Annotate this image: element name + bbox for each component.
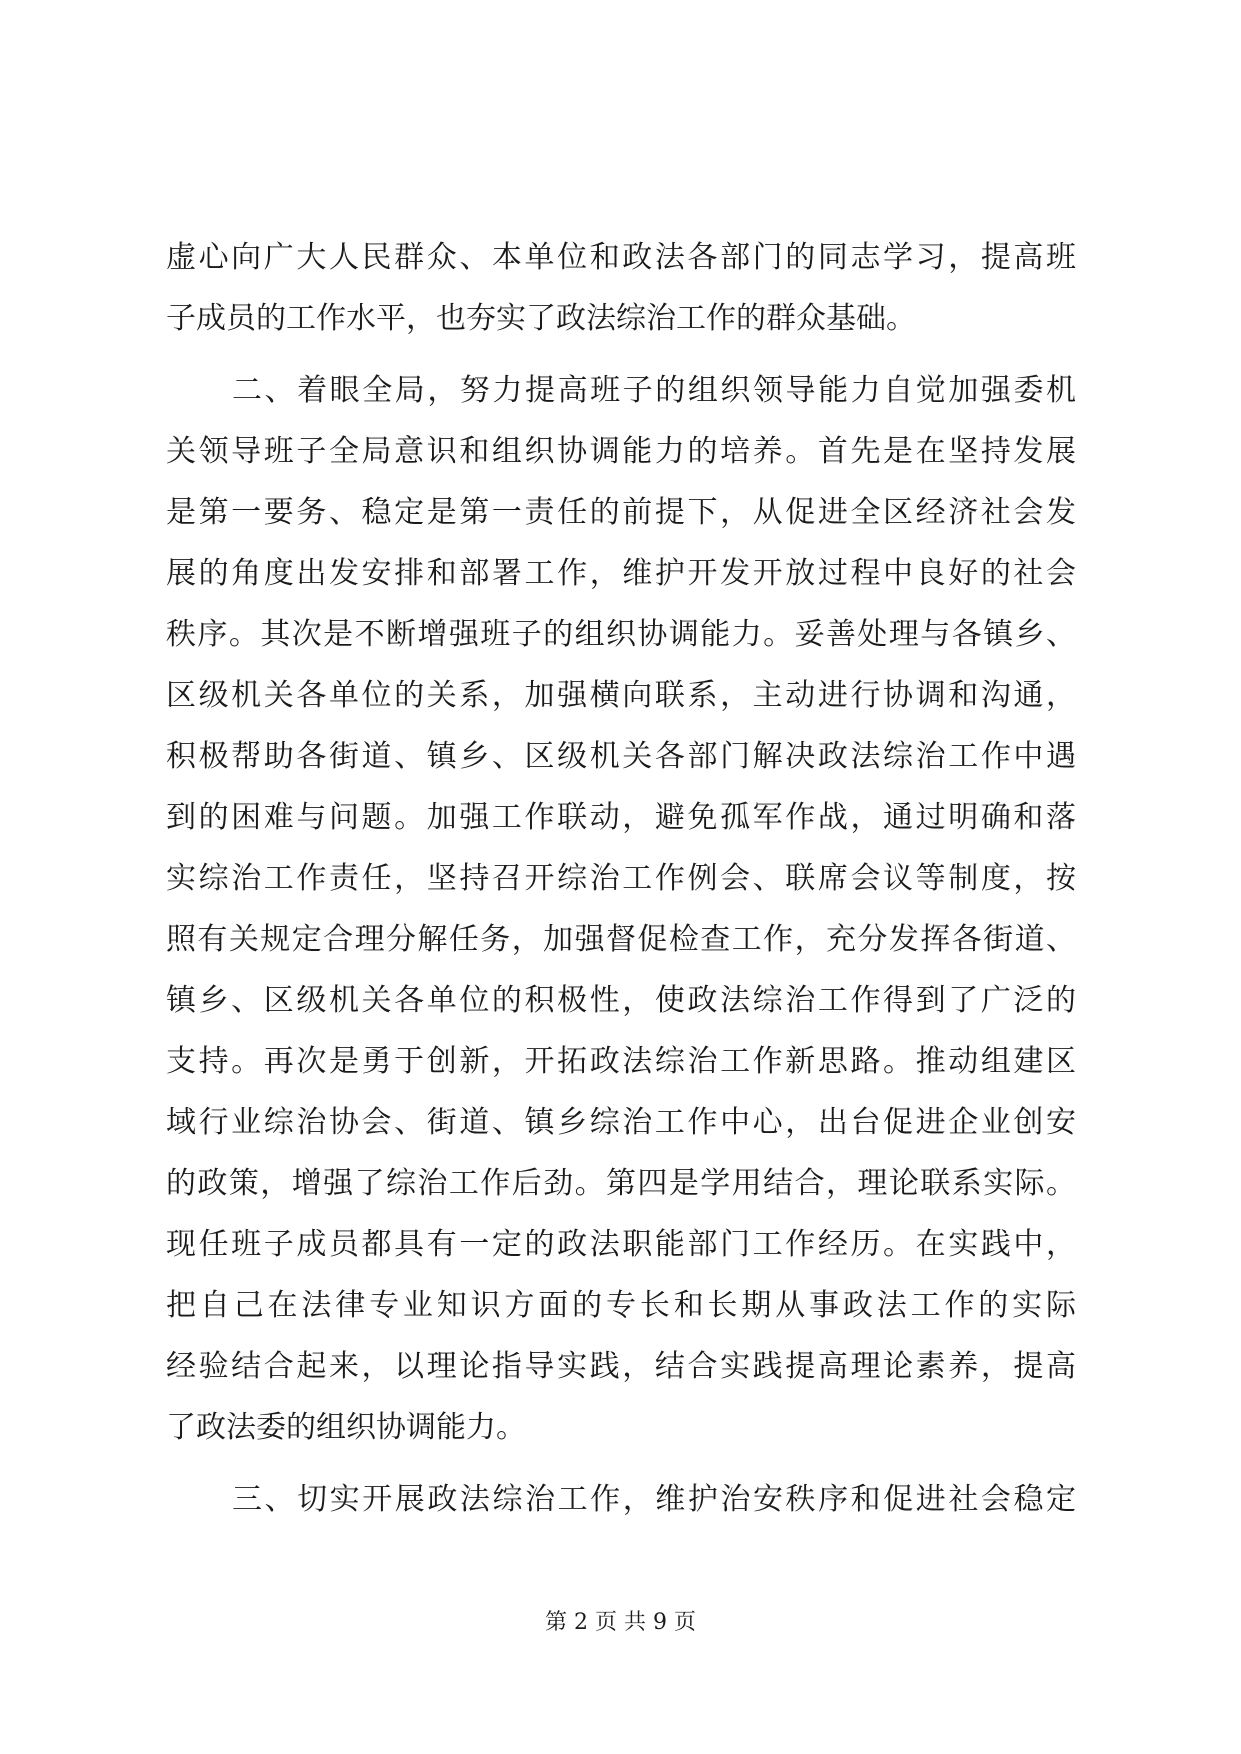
text-line: 展的角度出发安排和部署工作，维护开发开放过程中良好的社会 <box>166 556 1076 591</box>
text-line: 积极帮助各街道、镇乡、区级机关各部门解决政法综治工作中遇 <box>166 739 1076 774</box>
text-line: 现任班子成员都具有一定的政法职能部门工作经历。在实践中， <box>166 1227 1076 1262</box>
text-line: 是第一要务、稳定是第一责任的前提下，从促进全区经济社会发 <box>166 495 1076 530</box>
text-line: 区级机关各单位的关系，加强横向联系，主动进行协调和沟通， <box>166 678 1076 713</box>
text-line: 镇乡、区级机关各单位的积极性，使政法综治工作得到了广泛的 <box>166 983 1076 1018</box>
text-line: 实综治工作责任，坚持召开综治工作例会、联席会议等制度，按 <box>166 861 1076 896</box>
text-line: 到的困难与问题。加强工作联动，避免孤军作战，通过明确和落 <box>166 800 1076 835</box>
text-line: 经验结合起来，以理论指导实践，结合实践提高理论素养，提高 <box>166 1349 1076 1384</box>
text-line: 二、着眼全局，努力提高班子的组织领导能力自觉加强委机 <box>232 373 1076 408</box>
text-line: 子成员的工作水平，也夯实了政法综治工作的群众基础。 <box>166 301 916 336</box>
text-line: 了政法委的组织协调能力。 <box>166 1410 526 1445</box>
text-line: 三、切实开展政法综治工作，维护治安秩序和促进社会稳定 <box>232 1482 1076 1517</box>
text-line: 支持。再次是勇于创新，开拓政法综治工作新思路。推动组建区 <box>166 1044 1076 1079</box>
text-line: 域行业综治协会、街道、镇乡综治工作中心，出台促进企业创安 <box>166 1105 1076 1140</box>
text-line: 的政策，增强了综治工作后劲。第四是学用结合，理论联系实际。 <box>166 1166 1076 1201</box>
text-line: 照有关规定合理分解任务，加强督促检查工作，充分发挥各街道、 <box>166 922 1076 957</box>
page-number-footer: 第 2 页 共 9 页 <box>545 1610 696 1635</box>
text-line: 虚心向广大人民群众、本单位和政法各部门的同志学习，提高班 <box>166 240 1076 275</box>
text-line: 关领导班子全局意识和组织协调能力的培养。首先是在坚持发展 <box>166 434 1076 469</box>
text-line: 秩序。其次是不断增强班子的组织协调能力。妥善处理与各镇乡、 <box>166 617 1076 652</box>
text-line: 把自己在法律专业知识方面的专长和长期从事政法工作的实际 <box>166 1288 1076 1323</box>
